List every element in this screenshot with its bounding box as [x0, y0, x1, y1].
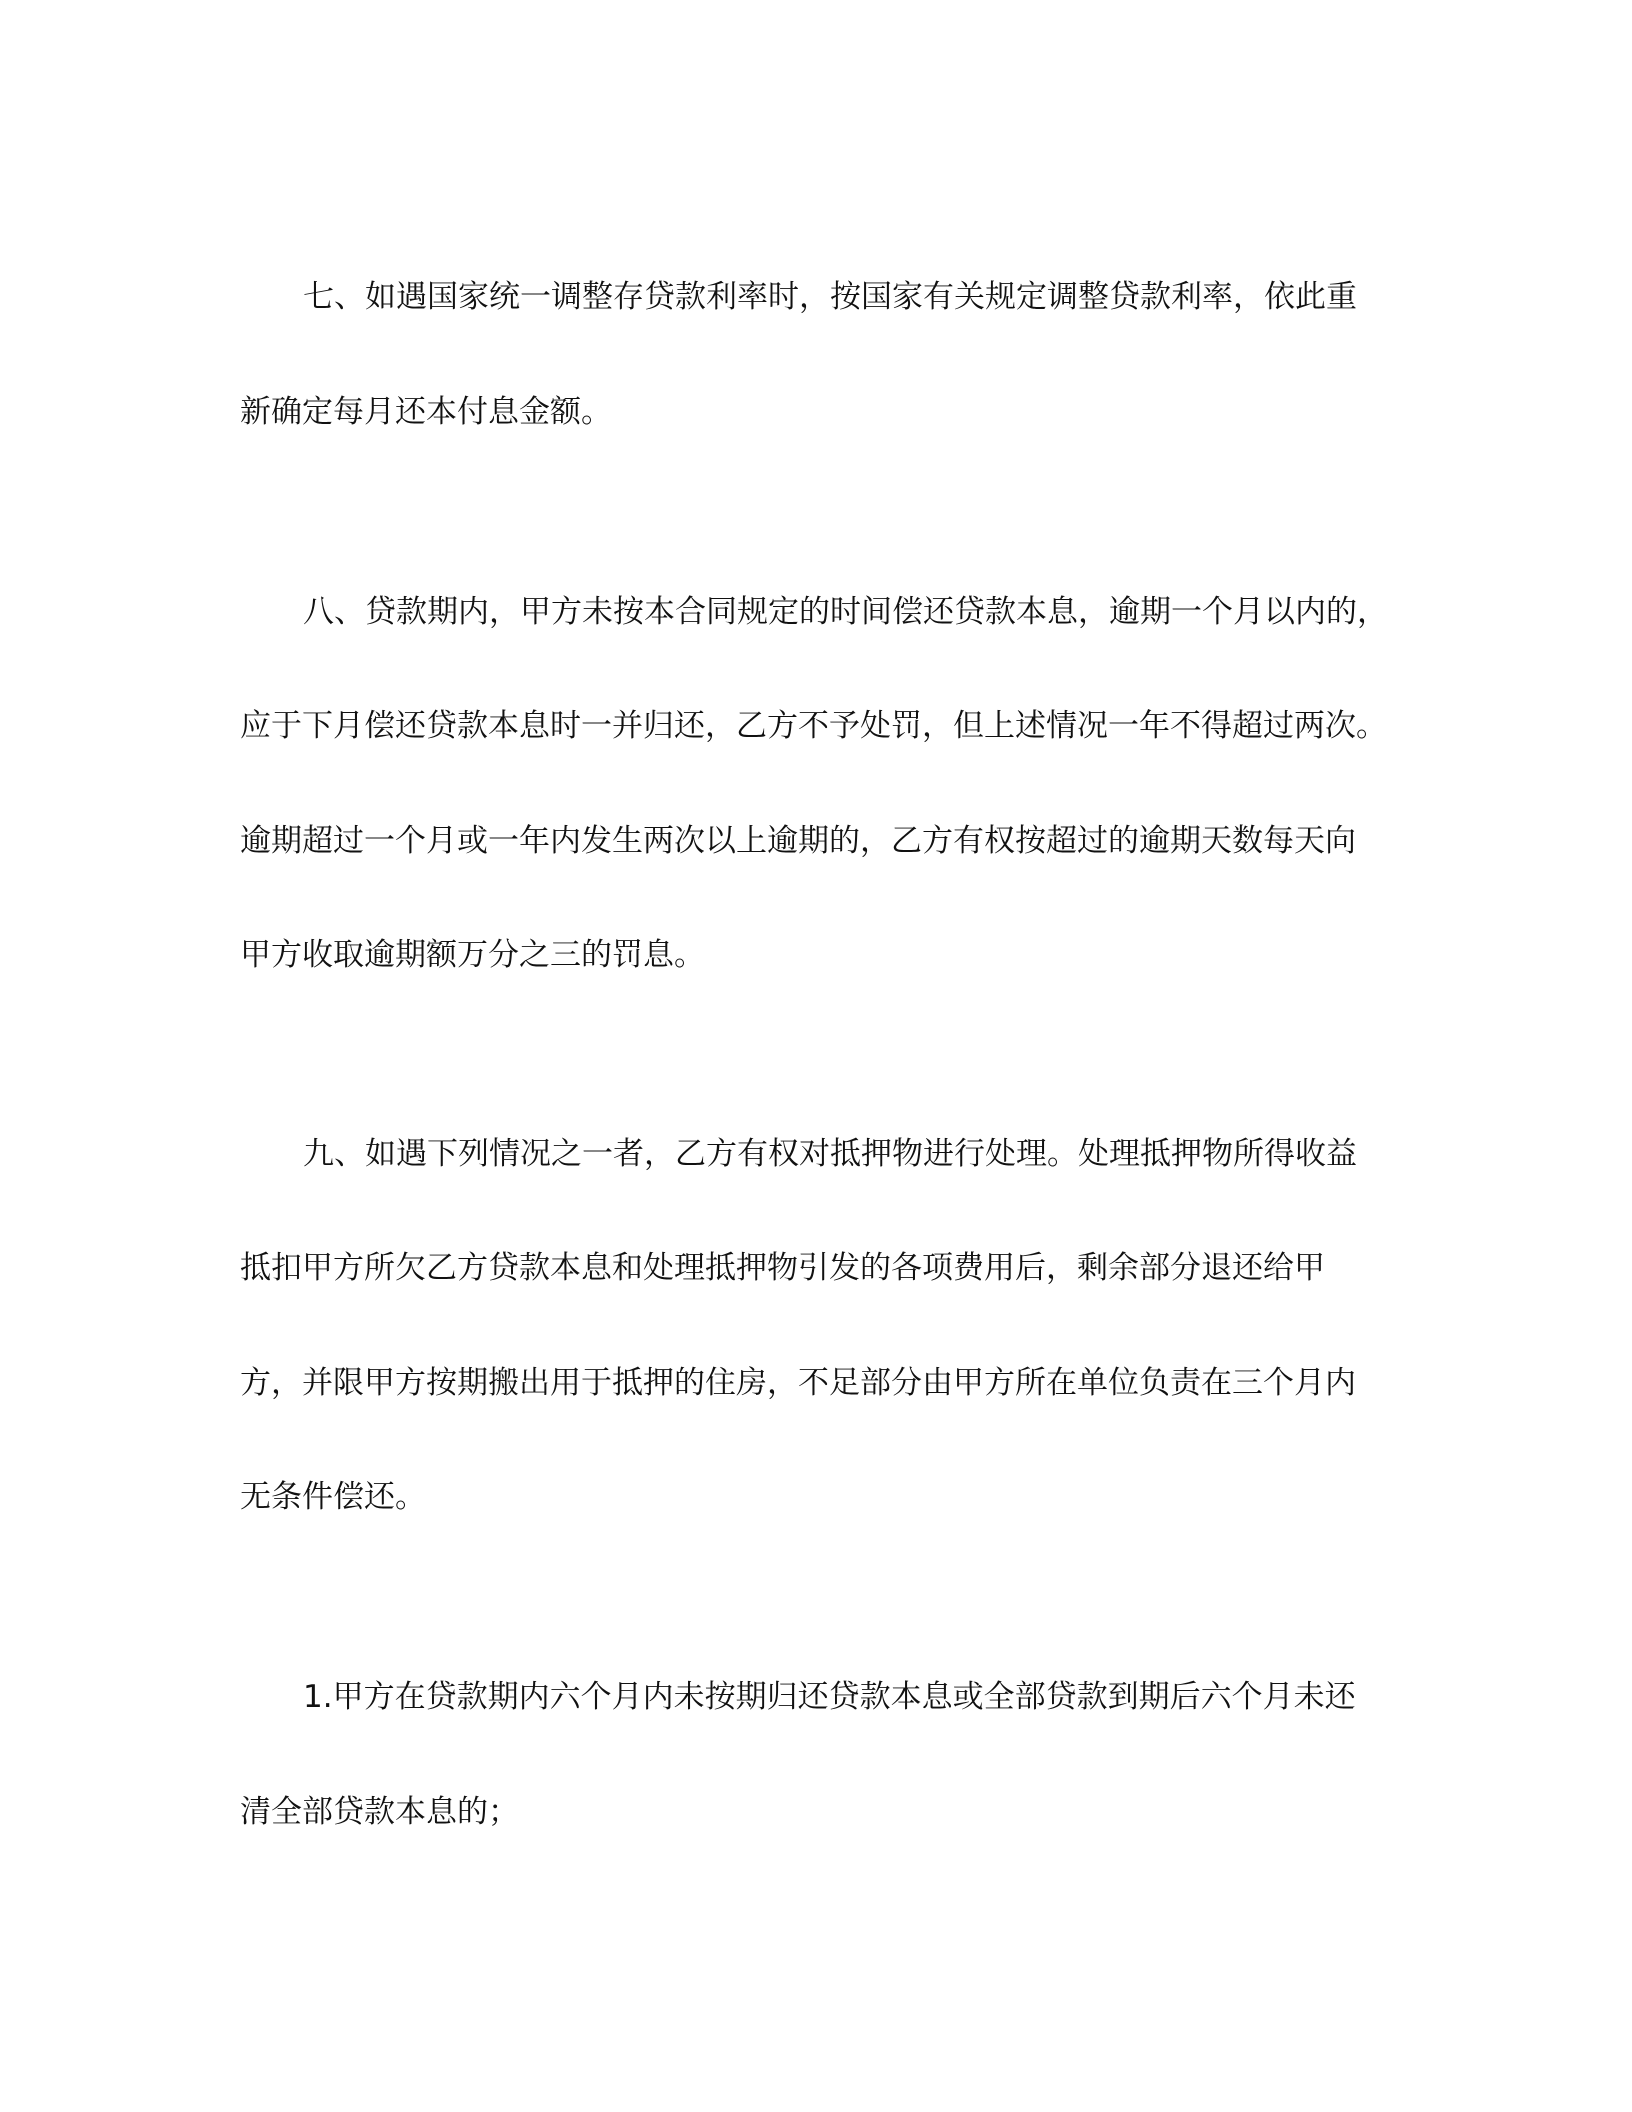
item-1-line-1: 1.甲方在贷款期内六个月内未按期归还贷款本息或全部贷款到期后六个月未还 [303, 1679, 1356, 1715]
paragraph-9-line-4: 无条件偿还。 [240, 1479, 426, 1515]
paragraph-8-line-2: 应于下月偿还贷款本息时一并归还，乙方不予处罚，但上述情况一年不得超过两次。 [240, 708, 1387, 744]
paragraph-9-line-1: 九、如遇下列情况之一者，乙方有权对抵押物进行处理。处理抵押物所得收益 [303, 1136, 1357, 1172]
paragraph-8-line-1: 八、贷款期内，甲方未按本合同规定的时间偿还贷款本息，逾期一个月以内的， [303, 594, 1388, 630]
paragraph-9-line-3: 方，并限甲方按期搬出用于抵押的住房，不足部分由甲方所在单位负责在三个月内 [240, 1365, 1356, 1401]
paragraph-8-line-4: 甲方收取逾期额万分之三的罚息。 [240, 937, 705, 973]
paragraph-8-line-3: 逾期超过一个月或一年内发生两次以上逾期的，乙方有权按超过的逾期天数每天向 [240, 823, 1356, 859]
item-1-line-2: 清全部贷款本息的； [240, 1794, 519, 1830]
paragraph-7-line-2: 新确定每月还本付息金额。 [240, 394, 612, 430]
paragraph-7-line-1: 七、如遇国家统一调整存贷款利率时，按国家有关规定调整贷款利率，依此重 [303, 279, 1357, 315]
paragraph-9-line-2: 抵扣甲方所欠乙方贷款本息和处理抵押物引发的各项费用后，剩余部分退还给甲 [240, 1250, 1325, 1286]
